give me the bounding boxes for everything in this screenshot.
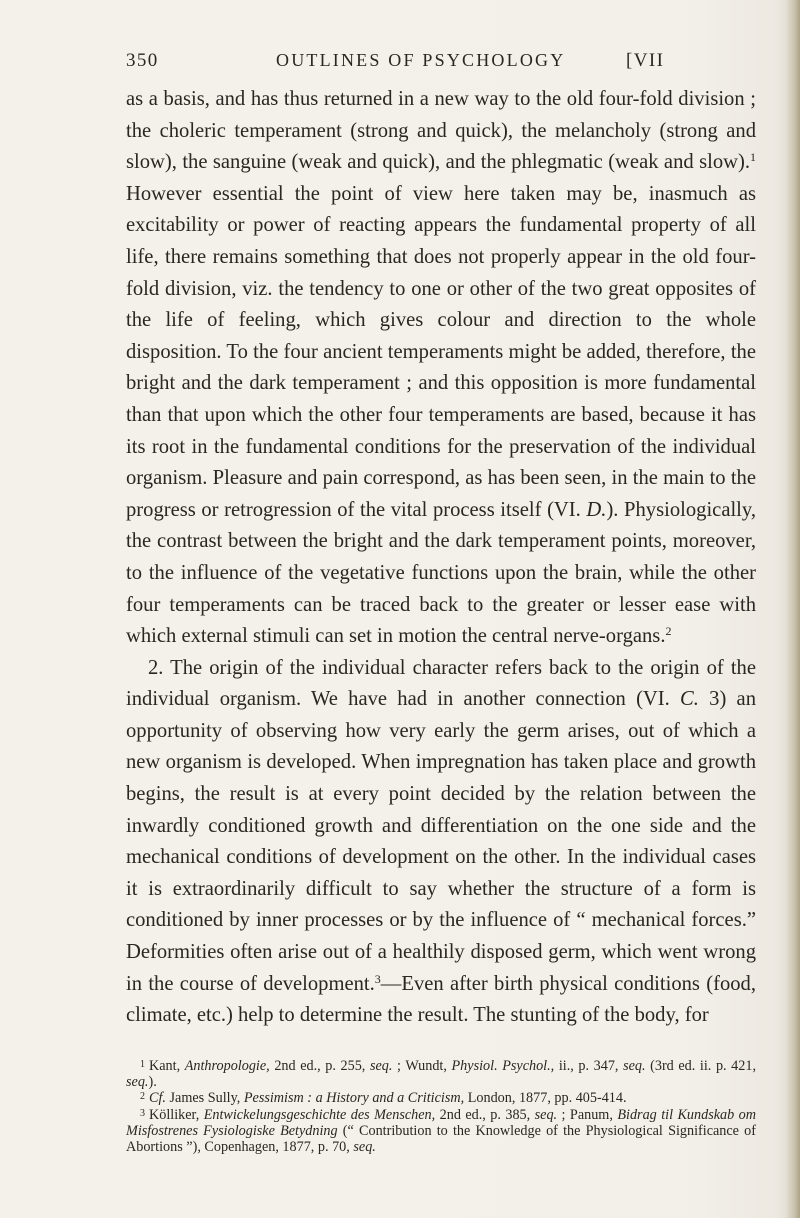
footnote-ref-3: 3 — [374, 971, 381, 986]
footnotes — [126, 1058, 756, 1155]
section-ref-d: D. — [586, 498, 607, 521]
chapter-mark: [VII — [626, 50, 665, 71]
page-header — [126, 50, 766, 84]
section-ref-c: C. — [680, 688, 699, 711]
footnote-2: $^2$ Cf. James Sully, Pessimism : a History and a Criticism, London, 1877, pp. 405-414. — [140, 1090, 627, 1107]
paragraph-temperaments: as a basis, and has thus returned in a new way to the old four-fold division ; the choleric temperament (strong and quick), the melancholy (strong and slow), the sanguine (weak and quick), and the phlegmatic (weak and slow).$^1$ However essential the point of view here taken may be, inasmuch as excitability or power of reacting appears the fundamental property of all life, there remains something that does not properly appear in the old four-fold division, viz. the tendency to one or other of the two great opposites of the life of feeling, which gives colour and direction to the whole disposition. To the four ancient temperaments might be added, therefore, the bright and the dark temperament ; and this opposition is more fundamental than that upon which the other four temperaments are based, because it has its root in the fundamental conditions for the preservation of the individual organism. Pleasure and pain correspond, as has been seen, in the main to the progress or retrogression of the vital process itself (VI. D.). Physiologically, the contrast between the bright and the dark temperament points, moreover, to the influence of the vegetative functions upon the brain, while the other four temperaments can be traced back to the greater or lesser ease with which external stimuli can set in motion the central nerve-organs.$^2$ — [126, 88, 757, 648]
body-text — [126, 84, 756, 1032]
footnote-3: $^3$ Kölliker, Entwickelungsgeschichte des Menschen, 2nd ed., p. 385, seq. ; Panum, Bidrag til Kundskab om Misfostrenes Fysiologiske Betydning (“ Contribution to the Knowledge of the Physiological Significance of Abortions ”), Copenhagen, 1877, p. 70, seq. — [126, 1106, 756, 1156]
page-number: 350 — [126, 50, 159, 71]
footnote-ref-1: 1 — [750, 150, 756, 165]
footnote-1: $^1$ Kant, Anthropologie, 2nd ed., p. 255, seq. ; Wundt, Physiol. Psychol., ii., p. 347, seq. (3rd ed. ii. p. 421, seq.). — [126, 1058, 757, 1091]
page-edge-shadow — [786, 0, 800, 1218]
footnote-ref-2: 2 — [665, 624, 672, 639]
running-title: OUTLINES OF PSYCHOLOGY — [276, 50, 566, 70]
paragraph-origin-of-character: 2. The origin of the individual character refers back to the origin of the individual organism. We have had in another connection (VI. C. 3) an opportunity of observing how very early the germ arises, out of which a new organism is developed. When impregnation has taken place and growth begins, the result is at every point decided by the relation between the inwardly conditioned growth and differentiation on the one side and the mechanical conditions of development on the other. In the individual cases it is extraordinarily difficult to say whether the structure of a form is conditioned by inner processes or by the influence of “ mechanical forces.” Deformities often arise out of a healthily disposed germ, which went wrong in the course of development.$^3$—Even after birth physical conditions (food, climate, etc.) help to determine the result. The stunting of the body, for — [126, 656, 756, 1027]
